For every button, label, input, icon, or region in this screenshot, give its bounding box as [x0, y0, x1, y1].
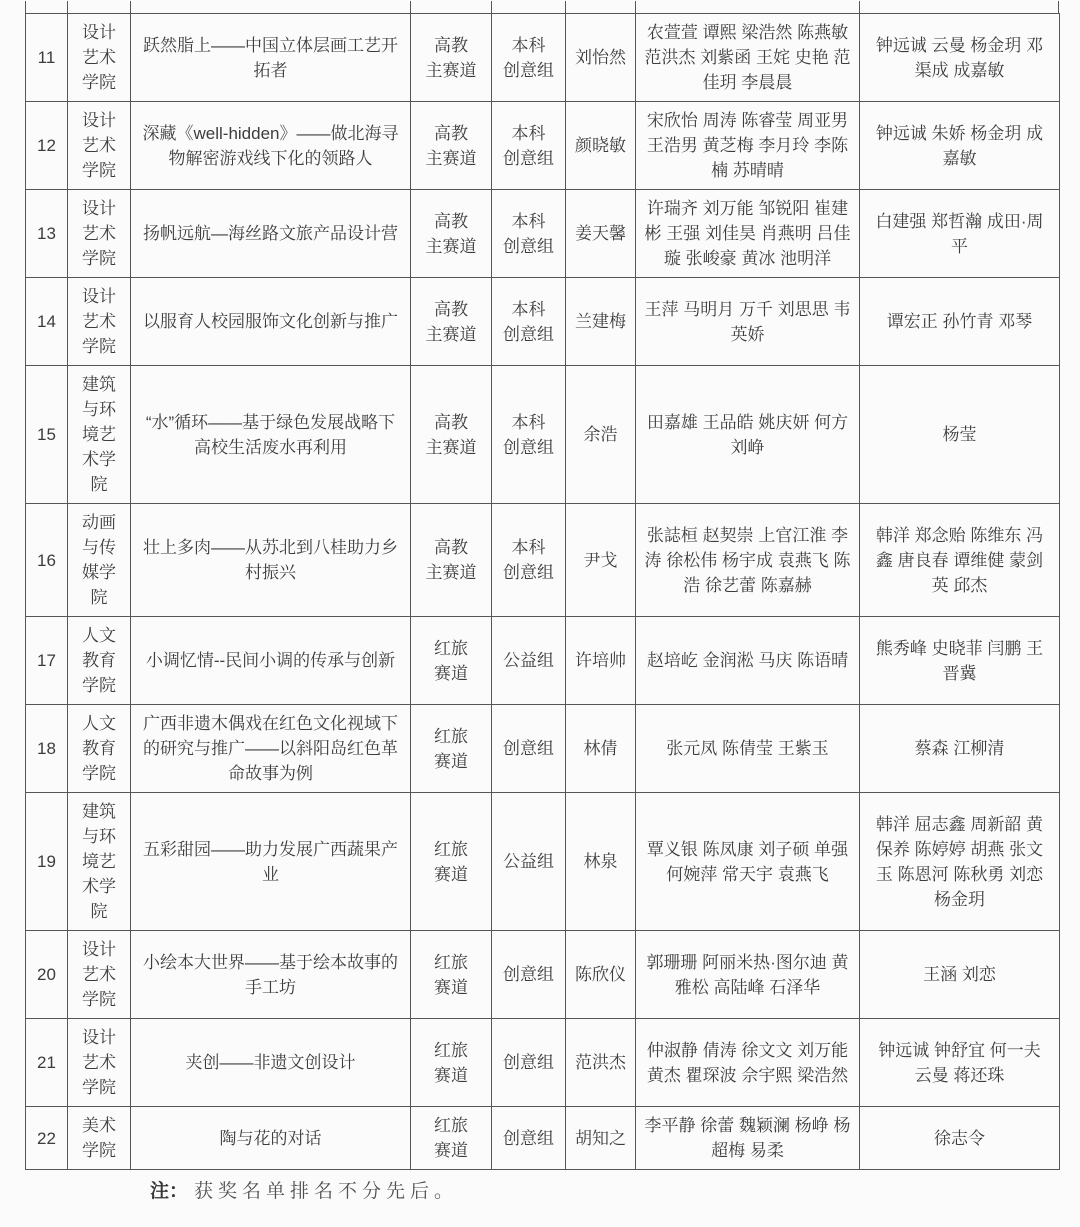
- cell-members: 张元凤 陈倩莹 王紫玉: [636, 705, 860, 793]
- cell-row-number: 18: [26, 705, 68, 793]
- cell-track: 红旅 赛道: [411, 705, 492, 793]
- cell-project-title: 陶与花的对话: [131, 1107, 411, 1170]
- cell-members: 宋欣怡 周涛 陈睿莹 周亚男 王浩男 黄芝梅 李月玲 李陈楠 苏晴晴: [636, 102, 860, 190]
- cell-track: 红旅 赛道: [411, 931, 492, 1019]
- cell-members: 覃义银 陈凤康 刘子硕 单强 何婉萍 常天宇 袁燕飞: [636, 793, 860, 931]
- cell-group: 公益组: [492, 617, 566, 705]
- cell-group: 创意组: [492, 1019, 566, 1107]
- cell-advisors: 钟远诚 钟舒宜 何一夫 云曼 蒋还珠: [860, 1019, 1060, 1107]
- cell-row-number: 20: [26, 931, 68, 1019]
- cell-track: 红旅 赛道: [411, 1019, 492, 1107]
- cell-group: 创意组: [492, 1107, 566, 1170]
- cell-advisors: 王涵 刘恋: [860, 931, 1060, 1019]
- cell-project-title: 跃然脂上——中国立体层画工艺开拓者: [131, 14, 411, 102]
- cell-leader: 范洪杰: [566, 1019, 636, 1107]
- cell-group: 本科 创意组: [492, 504, 566, 617]
- footnote-label: 注：: [150, 1181, 189, 1202]
- cell-project-title: 广西非遗木偶戏在红色文化视域下的研究与推广——以斜阳岛红色革命故事为例: [131, 705, 411, 793]
- cell-project-title: 以服育人校园服饰文化创新与推广: [131, 278, 411, 366]
- cell-leader: 余浩: [566, 366, 636, 504]
- cell-college: 人文教育学院: [68, 617, 131, 705]
- cell-members: 王萍 马明月 万千 刘思思 韦英娇: [636, 278, 860, 366]
- cell-college: 设计艺术学院: [68, 278, 131, 366]
- table-row: [26, 504, 1060, 617]
- cell-project-title: “水”循环——基于绿色发展战略下高校生活废水再利用: [131, 366, 411, 504]
- cell-project-title: 深藏《well-hidden》——做北海寻物解密游戏线下化的领路人: [131, 102, 411, 190]
- cell-track: 高教 主赛道: [411, 278, 492, 366]
- cell-project-title: 夹创——非遗文创设计: [131, 1019, 411, 1107]
- cell-members: 郭珊珊 阿丽米热·图尔迪 黄雅松 高陆峰 石泽华: [636, 931, 860, 1019]
- cell-advisors: 白建强 郑哲瀚 成田·周平: [860, 190, 1060, 278]
- cell-leader: 胡知之: [566, 1107, 636, 1170]
- cell-advisors: 谭宏正 孙竹青 邓琴: [860, 278, 1060, 366]
- table-row: [26, 366, 1060, 504]
- cell-row-number: 15: [26, 366, 68, 504]
- cell-leader: 刘怡然: [566, 14, 636, 102]
- cell-leader: 许培帅: [566, 617, 636, 705]
- cell-college: 设计艺术学院: [68, 931, 131, 1019]
- table-row: [26, 617, 1060, 705]
- cell-leader: 尹戈: [566, 504, 636, 617]
- cell-advisors: 韩洋 郑念贻 陈维东 冯鑫 唐良春 谭维健 蒙剑英 邱杰: [860, 504, 1060, 617]
- cell-leader: 兰建梅: [566, 278, 636, 366]
- table-row: [26, 102, 1060, 190]
- cell-leader: 陈欣仪: [566, 931, 636, 1019]
- cell-members: 张誌桓 赵契崇 上官江淮 李涛 徐松伟 杨宇成 袁燕飞 陈浩 徐艺蕾 陈嘉赫: [636, 504, 860, 617]
- footnote: [150, 1179, 1080, 1205]
- cell-college: 建筑与环境艺术学院: [68, 366, 131, 504]
- cell-row-number: 17: [26, 617, 68, 705]
- table-row: [26, 931, 1060, 1019]
- cell-leader: 颜晓敏: [566, 102, 636, 190]
- cell-row-number: 12: [26, 102, 68, 190]
- award-table: [25, 13, 1060, 1170]
- cell-college: 设计艺术学院: [68, 14, 131, 102]
- cell-members: 许瑞齐 刘万能 邹锐阳 崔建彬 王强 刘佳昊 肖燕明 吕佳璇 张峻豪 黄冰 池明洋: [636, 190, 860, 278]
- cell-row-number: 14: [26, 278, 68, 366]
- cell-group: 本科 创意组: [492, 102, 566, 190]
- cell-leader: 林倩: [566, 705, 636, 793]
- cell-row-number: 16: [26, 504, 68, 617]
- cell-project-title: 壮上多肉——从苏北到八桂助力乡村振兴: [131, 504, 411, 617]
- cell-project-title: 小调忆情--民间小调的传承与创新: [131, 617, 411, 705]
- cell-project-title: 扬帆远航—海丝路文旅产品设计营: [131, 190, 411, 278]
- cell-group: 公益组: [492, 793, 566, 931]
- award-list-document: [0, 1, 1080, 1227]
- cell-group: 本科 创意组: [492, 190, 566, 278]
- cell-group: 创意组: [492, 705, 566, 793]
- cell-college: 人文教育学院: [68, 705, 131, 793]
- cell-row-number: 13: [26, 190, 68, 278]
- cell-members: 农萱萱 谭熙 梁浩然 陈燕敏 范洪杰 刘紫函 王姹 史艳 范佳玥 李晨晨: [636, 14, 860, 102]
- cell-row-number: 21: [26, 1019, 68, 1107]
- cell-members: 李平静 徐蕾 魏颖澜 杨峥 杨超梅 易柔: [636, 1107, 860, 1170]
- cell-advisors: 钟远诚 朱娇 杨金玥 成嘉敏: [860, 102, 1060, 190]
- cell-advisors: 钟远诚 云曼 杨金玥 邓渠成 成嘉敏: [860, 14, 1060, 102]
- cell-track: 高教 主赛道: [411, 14, 492, 102]
- cell-college: 设计艺术学院: [68, 190, 131, 278]
- cell-row-number: 22: [26, 1107, 68, 1170]
- cell-advisors: 熊秀峰 史晓菲 闫鹏 王晋冀: [860, 617, 1060, 705]
- table-row: [26, 14, 1060, 102]
- cell-track: 红旅 赛道: [411, 793, 492, 931]
- footnote-text: 获奖名单排名不分先后。: [194, 1181, 459, 1202]
- cell-group: 创意组: [492, 931, 566, 1019]
- cell-group: 本科 创意组: [492, 14, 566, 102]
- cell-college: 动画与传媒学院: [68, 504, 131, 617]
- cell-advisors: 韩洋 屈志鑫 周新韶 黄保养 陈婷婷 胡燕 张文玉 陈恩河 陈秋勇 刘恋 杨金玥: [860, 793, 1060, 931]
- table-row: [26, 190, 1060, 278]
- cell-track: 高教 主赛道: [411, 366, 492, 504]
- table-row: [26, 278, 1060, 366]
- cell-track: 红旅 赛道: [411, 617, 492, 705]
- cell-project-title: 小绘本大世界——基于绘本故事的手工坊: [131, 931, 411, 1019]
- cell-advisors: 徐志令: [860, 1107, 1060, 1170]
- cell-advisors: 蔡森 江柳清: [860, 705, 1060, 793]
- cell-track: 红旅 赛道: [411, 1107, 492, 1170]
- table-row: [26, 1107, 1060, 1170]
- cell-row-number: 19: [26, 793, 68, 931]
- cell-college: 美术学院: [68, 1107, 131, 1170]
- cell-track: 高教 主赛道: [411, 504, 492, 617]
- table-row: [26, 705, 1060, 793]
- cell-advisors: 杨莹: [860, 366, 1060, 504]
- cell-group: 本科 创意组: [492, 366, 566, 504]
- cell-project-title: 五彩甜园——助力发展广西蔬果产业: [131, 793, 411, 931]
- cell-members: 赵培屹 金润淞 马庆 陈语晴: [636, 617, 860, 705]
- cell-members: 仲淑静 倩涛 徐文文 刘万能 黄杰 瞿琛波 佘宇熙 梁浩然: [636, 1019, 860, 1107]
- table-top-remnant: [25, 1, 1059, 13]
- cell-track: 高教 主赛道: [411, 190, 492, 278]
- cell-college: 建筑与环境艺术学院: [68, 793, 131, 931]
- cell-leader: 林泉: [566, 793, 636, 931]
- cell-college: 设计艺术学院: [68, 1019, 131, 1107]
- cell-track: 高教 主赛道: [411, 102, 492, 190]
- cell-college: 设计艺术学院: [68, 102, 131, 190]
- cell-row-number: 11: [26, 14, 68, 102]
- cell-members: 田嘉雄 王品皓 姚庆妍 何方 刘峥: [636, 366, 860, 504]
- cell-leader: 姜天馨: [566, 190, 636, 278]
- cell-group: 本科 创意组: [492, 278, 566, 366]
- table-row: [26, 793, 1060, 931]
- table-row: [26, 1019, 1060, 1107]
